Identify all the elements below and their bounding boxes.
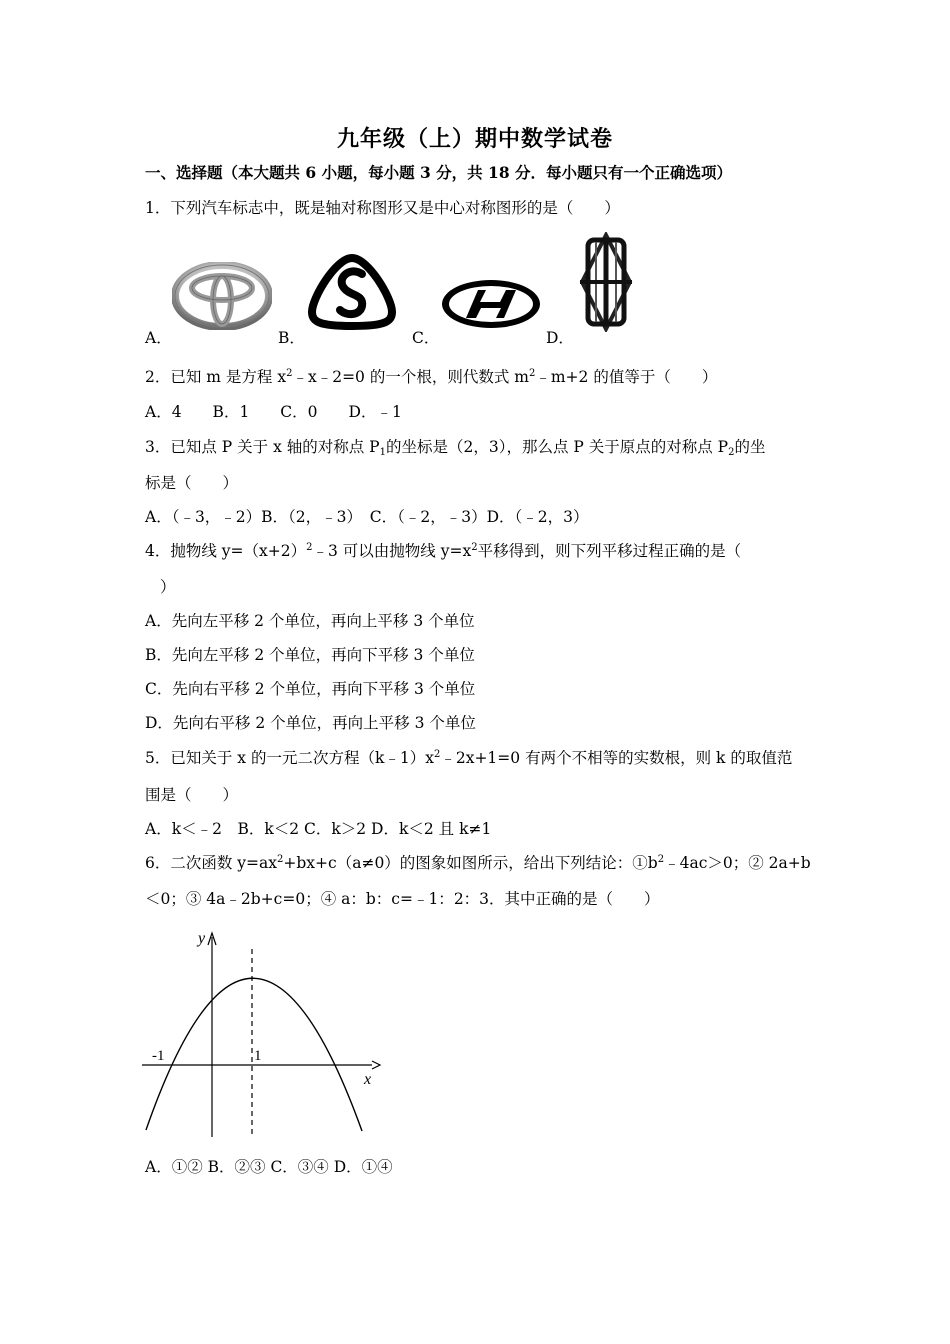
question-4-option-c: C．先向右平移 2 个单位，再向下平移 3 个单位 — [145, 680, 476, 698]
question-5-stem-cont: 围是（ ） — [145, 786, 239, 804]
y-axis-label: y — [198, 930, 206, 947]
question-4-option-b: B．先向左平移 2 个单位，再向下平移 3 个单位 — [145, 646, 475, 664]
page-title: 九年级（上）期中数学试卷 — [336, 126, 613, 152]
question-3-options: A．（﹣3，﹣2）B．（2，﹣3） C．（﹣2，﹣3）D．（﹣2，3） — [145, 508, 589, 526]
toyota-logo — [172, 262, 272, 330]
question-4-option-a: A．先向左平移 2 个单位，再向上平移 3 个单位 — [145, 612, 475, 630]
q1-option-b-label: B． — [278, 329, 305, 347]
tick-label-1: 1 — [254, 1048, 262, 1064]
question-1-stem: 1．下列汽车标志中，既是轴对称图形又是中心对称图形的是（ ） — [145, 199, 620, 217]
q1-option-c-label: C． — [412, 329, 440, 347]
question-4-stem-cont: ） — [160, 578, 176, 596]
s-logo — [306, 252, 398, 330]
question-4-stem: 4．抛物线 $y=(x+2)^2﹣3$ 可以由抛物线 $y=x^2$平移得到，则下列平移过程正确的是（ — [145, 542, 742, 560]
question-4-option-d: D．先向右平移 2 个单位，再向上平移 3 个单位 — [145, 714, 476, 732]
lincoln-logo — [576, 232, 636, 332]
section-heading: 一、选择题（本大题共 6 小题，每小题 3 分，共 18 分．每小题只有一个正确选项） — [145, 163, 733, 182]
question-6-stem-cont: ＜0；③ 4a﹣2b+c=0；④ a：b：c=﹣1：2：3．其中正确的是（ ） — [145, 890, 660, 908]
x-axis-label: x — [364, 1071, 372, 1088]
question-5-options: A．k＜﹣2 B．k＜2 C．k＞2 D．k＜2 且 k≠1 — [145, 820, 492, 838]
question-2-stem: 2．已知 m 是方程 $x^2﹣x﹣2=0$ 的一个根，则代数式 $m^2﹣m+2$ 的值等于（ ） — [145, 368, 718, 386]
question-3-stem-cont: 标是（ ） — [145, 474, 239, 492]
question-5-stem: 5．已知关于 x 的一元二次方程$(k﹣1)x^2﹣2x+1=0$ 有两个不相等的实数根，则 k 的取值范 — [145, 749, 793, 767]
parabola-graph — [140, 925, 385, 1140]
q1-option-d-label: D． — [546, 329, 574, 347]
tick-label-neg1: -1 — [152, 1048, 165, 1064]
question-6-stem: 6．二次函数 $y=ax^2+bx+c(a\ne 0)$的图象如图所示，给出下列结论：$①b^2﹣4ac>0$；② 2a+b — [145, 854, 811, 872]
q1-option-a-label: A． — [145, 329, 172, 347]
hyundai-logo — [440, 278, 542, 330]
question-3-stem: 3．已知点 P 关于 x 轴的对称点 $P_1$的坐标是（2，3），那么点 P 关于原点的对称点 $P_2$的坐 — [145, 438, 766, 458]
question-2-options: A．4 B．1 C．0 D．﹣1 — [145, 403, 402, 421]
question-6-options: A．①② B．②③ C．③④ D．①④ — [145, 1158, 393, 1176]
